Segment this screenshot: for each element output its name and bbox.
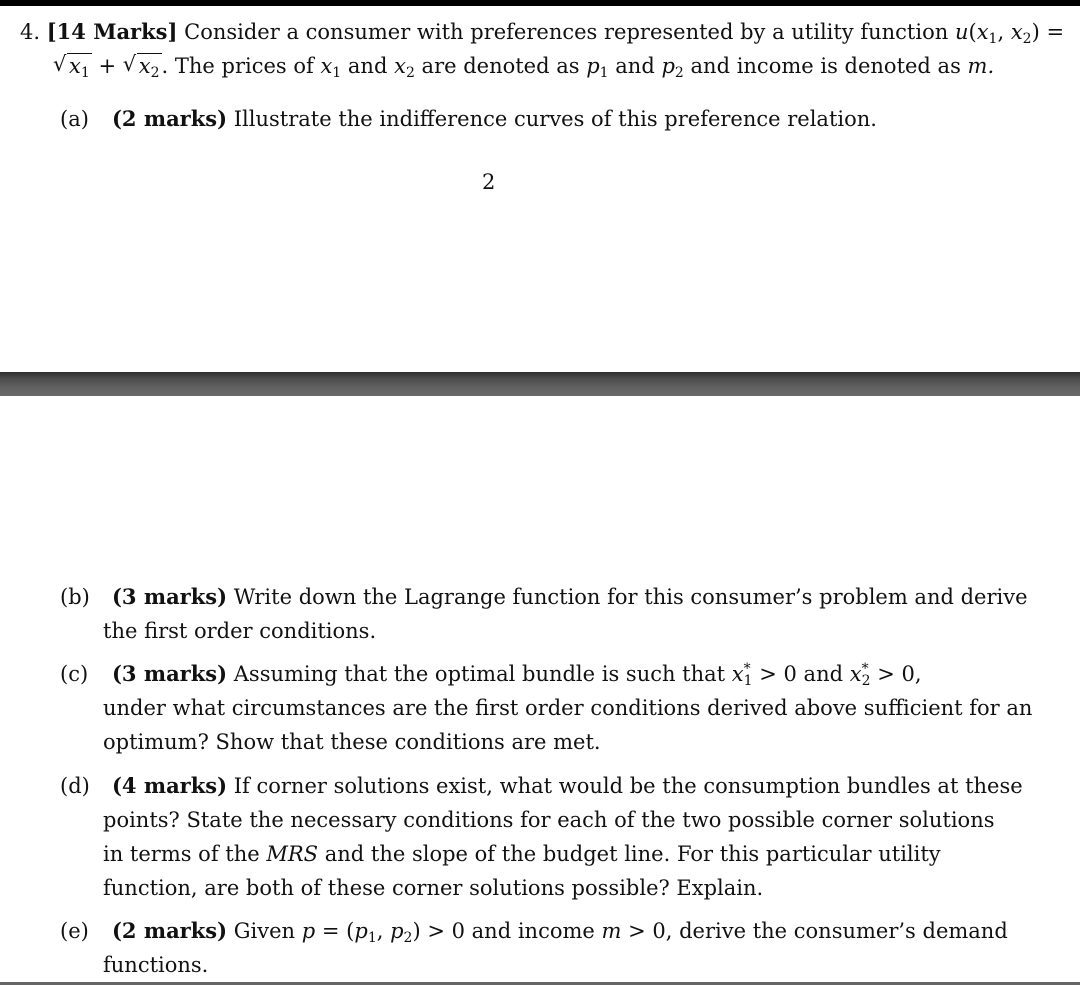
part-d-marks: (4 marks) <box>112 773 228 798</box>
question-intro-line-1: 4. [14 Marks] Consider a consumer with preferences represented by a utility function $u(x_1$, $x_2$) = <box>20 19 1065 47</box>
part-e-line-1: (e) (2 marks) Given $p = (p_1$, $p_2) > 0$ and income m > 0, derive the consumer’s demand <box>60 918 1008 946</box>
part-e-label: (e) <box>60 919 89 943</box>
sqrt-x2: √ $x_2$ <box>122 52 160 81</box>
part-c-line-3: optimum? Show that these conditions are met. <box>103 730 601 754</box>
part-a <box>60 105 877 133</box>
part-b-line-1: (b) (3 marks) Write down the Lagrange function for this consumer’s problem and derive <box>60 584 1028 609</box>
part-a-marks: (2 marks) <box>112 106 228 131</box>
part-e-line-2: functions. <box>103 953 209 977</box>
part-d-line-3: in terms of the MRS and the slope of the budget line. For this particular utility <box>103 842 941 866</box>
part-b-line-2: the first order conditions. <box>103 619 377 643</box>
question-intro-text: Consider a consumer with preferences represented by a utility function <box>184 20 949 44</box>
part-a-label: (a) <box>60 107 89 131</box>
page-number: 2 <box>482 170 496 194</box>
sqrt-x1: √ $x_1$ <box>53 52 90 81</box>
question-number: 4. <box>20 20 41 44</box>
part-c-label: (c) <box>60 662 89 686</box>
utility-function-lhs: u <box>954 20 969 44</box>
part-d-line-1: (d) (4 marks) If corner solutions exist, what would be the consumption bundles at these <box>60 773 1023 798</box>
mrs-term: MRS <box>266 842 319 866</box>
part-c-marks: (3 marks) <box>112 661 228 686</box>
part-d-line-2: points? State the necessary conditions for each of the two possible corner solutions <box>103 808 995 832</box>
part-e-marks: (2 marks) <box>112 918 228 943</box>
part-d-line-4: function, are both of these corner solutions possible? Explain. <box>103 876 764 900</box>
question-marks: [14 Marks] <box>46 19 178 44</box>
part-a-text: Illustrate the indifference curves of this preference relation. <box>233 107 877 131</box>
top-border <box>0 0 1080 6</box>
question-intro-line-2: √ $x_1$ + √ $x_2$. The prices of $x_1$ and $x_2$ are denoted as $p_1$ and $p_2$ and income is denoted as m. <box>53 52 995 81</box>
part-c-line-2: under what circumstances are the first order conditions derived above sufficient for an <box>103 696 1033 720</box>
part-d-label: (d) <box>60 774 90 798</box>
part-b-label: (b) <box>60 585 90 609</box>
part-b-marks: (3 marks) <box>112 584 228 609</box>
part-c-line-1: (c) (3 marks) Assuming that the optimal bundle is such that $x^*_1 > 0$ and $x^*_2 > 0$, <box>60 661 922 689</box>
page-divider <box>0 372 1080 396</box>
